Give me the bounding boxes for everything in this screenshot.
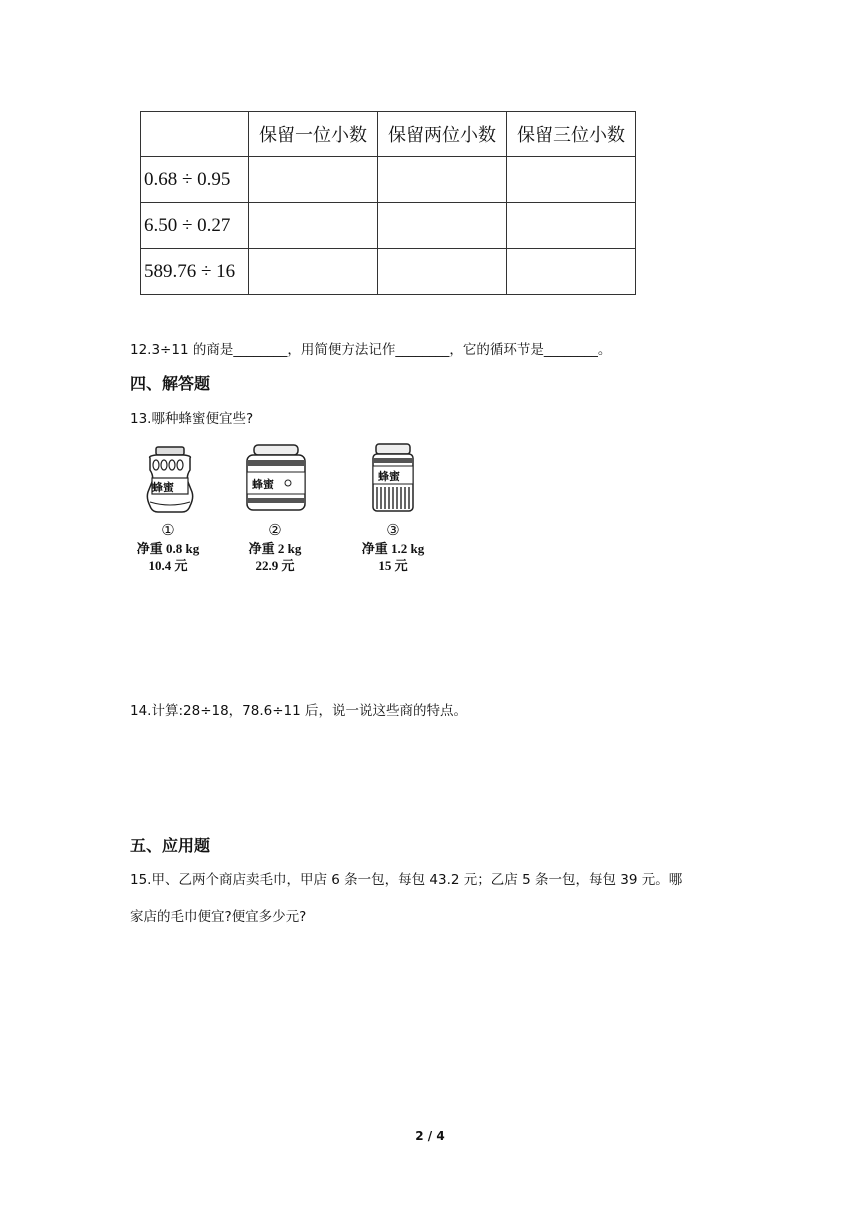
expression-cell: 0.68 ÷ 0.95 — [141, 157, 249, 203]
answer-cell[interactable] — [507, 249, 636, 295]
jar-number: ③ — [386, 523, 400, 539]
jar-label: 蜂蜜 — [378, 470, 400, 483]
table-row — [141, 157, 636, 203]
expression-cell: 6.50 ÷ 0.27 — [141, 203, 249, 249]
table-header-cell — [141, 112, 249, 157]
table-header-cell: 保留三位小数 — [507, 112, 636, 157]
question-15-line-2: 家店的毛巾便宜?便宜多少元? — [130, 909, 307, 925]
question-13: 13.哪种蜂蜜便宜些? — [130, 411, 254, 427]
jar-label: 蜂蜜 — [152, 481, 174, 494]
question-14: 14.计算:28÷18，78.6÷11 后，说一说这些商的特点。 — [130, 703, 468, 719]
answer-cell[interactable] — [507, 157, 636, 203]
table-header-cell: 保留两位小数 — [378, 112, 507, 157]
answer-cell[interactable] — [249, 249, 378, 295]
jar-weight: 净重 0.8 kg — [136, 541, 200, 556]
jar-number: ① — [161, 523, 175, 539]
jar-label: 蜂蜜 — [252, 478, 274, 491]
answer-cell[interactable] — [378, 249, 507, 295]
jar-weight: 净重 2 kg — [248, 541, 302, 556]
rounding-table — [140, 111, 636, 295]
jar-price: 10.4 元 — [148, 558, 188, 573]
section-heading-5: 五、应用题 — [130, 836, 211, 855]
jar-number: ② — [268, 523, 282, 539]
question-15-line-1: 15.甲、乙两个商店卖毛巾，甲店 6 条一包，每包 43.2 元；乙店 5 条一包，每包 39 元。哪 — [130, 872, 683, 888]
table-row — [141, 203, 636, 249]
table-header-cell: 保留一位小数 — [249, 112, 378, 157]
jar-price: 15 元 — [378, 558, 408, 573]
expression-cell: 589.76 ÷ 16 — [141, 249, 249, 295]
table-header-row — [141, 112, 636, 157]
jar-caption-3 — [343, 523, 443, 574]
page-number: 2 / 4 — [415, 1129, 445, 1143]
jar-price: 22.9 元 — [255, 558, 295, 573]
answer-cell[interactable] — [249, 203, 378, 249]
question-12: 12.3÷11 的商是________，用简便方法记作________，它的循环节是________。 — [130, 342, 612, 358]
jar-caption-2 — [225, 523, 325, 574]
jar-weight: 净重 1.2 kg — [361, 541, 425, 556]
answer-cell[interactable] — [378, 203, 507, 249]
answer-cell[interactable] — [378, 157, 507, 203]
jar-caption-1 — [118, 523, 218, 574]
answer-cell[interactable] — [249, 157, 378, 203]
answer-cell[interactable] — [507, 203, 636, 249]
section-heading-4: 四、解答题 — [130, 374, 211, 393]
table-row — [141, 249, 636, 295]
